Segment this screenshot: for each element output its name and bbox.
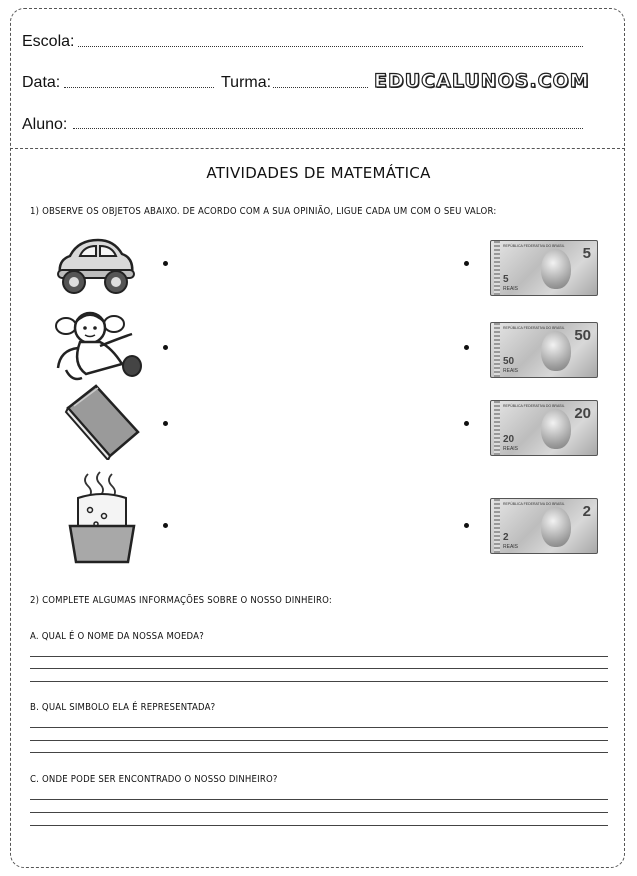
note-security-stripe	[494, 499, 500, 553]
student-field[interactable]	[73, 128, 583, 129]
answer-line-2c-2[interactable]	[30, 812, 608, 813]
brand-logo: EDUCALUNOS.COM	[374, 70, 590, 92]
note-security-stripe	[494, 241, 500, 295]
answer-line-2c-1[interactable]	[30, 799, 608, 800]
note-value-large: 2	[582, 503, 591, 520]
note-bank-text: REPÚBLICA FEDERATIVA DO BRASIL	[503, 326, 565, 330]
question-2-prompt: 2) COMPLETE ALGUMAS INFORMAÇÕES SOBRE O NOSSO DINHEIRO:	[30, 595, 332, 606]
banknote-2-reais	[490, 498, 598, 554]
question-2b: B. QUAL SIMBOLO ELA É REPRESENTADA?	[30, 702, 216, 713]
note-portrait	[541, 331, 571, 371]
note-portrait	[541, 409, 571, 449]
note-bank-text: REPÚBLICA FEDERATIVA DO BRASIL	[503, 502, 565, 506]
note-security-stripe	[494, 323, 500, 377]
note-unit: REAIS	[503, 544, 519, 550]
answer-line-2b-3[interactable]	[30, 752, 608, 753]
note-value-large: 20	[574, 405, 591, 422]
page-title: ATIVIDADES DE MATEMÁTICA	[206, 164, 431, 182]
school-label: Escola:	[22, 33, 75, 50]
doll-icon	[52, 308, 144, 386]
connect-dot-left-4[interactable]	[163, 523, 168, 528]
connect-dot-left-3[interactable]	[163, 421, 168, 426]
connect-dot-right-1[interactable]	[464, 261, 469, 266]
question-2a: A. QUAL É O NOME DA NOSSA MOEDA?	[30, 631, 204, 642]
banknote-5-reais	[490, 240, 598, 296]
date-label: Data:	[22, 74, 61, 91]
connect-dot-left-1[interactable]	[163, 261, 168, 266]
note-value-large: 5	[582, 245, 591, 262]
question-1-prompt: 1) OBSERVE OS OBJETOS ABAIXO. DE ACORDO COM A SUA OPINIÃO, LIGUE CADA UM COM O SEU VALOR:	[30, 206, 497, 217]
banknote-50-reais	[490, 322, 598, 378]
note-unit: REAIS	[503, 446, 519, 452]
answer-line-2c-3[interactable]	[30, 825, 608, 826]
note-bank-text: REPÚBLICA FEDERATIVA DO BRASIL	[503, 244, 565, 248]
note-security-stripe	[494, 401, 500, 455]
school-field[interactable]	[78, 46, 583, 47]
note-unit: REAIS	[503, 286, 519, 292]
note-unit: REAIS	[503, 368, 519, 374]
answer-line-2b-2[interactable]	[30, 740, 608, 741]
note-value-small: 2	[503, 532, 509, 543]
date-field[interactable]	[64, 87, 214, 88]
connect-dot-left-2[interactable]	[163, 345, 168, 350]
class-label: Turma:	[221, 74, 272, 91]
answer-line-2a-2[interactable]	[30, 668, 608, 669]
note-value-small: 5	[503, 274, 509, 285]
connect-dot-right-3[interactable]	[464, 421, 469, 426]
car-icon	[52, 234, 138, 298]
connect-dot-right-4[interactable]	[464, 523, 469, 528]
answer-line-2a-1[interactable]	[30, 656, 608, 657]
connect-dot-right-2[interactable]	[464, 345, 469, 350]
note-value-small: 20	[503, 434, 515, 445]
cake-icon	[66, 470, 146, 566]
note-value-large: 50	[574, 327, 591, 344]
note-value-small: 50	[503, 356, 515, 367]
note-portrait	[541, 249, 571, 289]
question-2c: C. ONDE PODE SER ENCONTRADO O NOSSO DINHEIRO?	[30, 774, 278, 785]
banknote-20-reais	[490, 400, 598, 456]
class-field[interactable]	[273, 87, 368, 88]
answer-line-2b-1[interactable]	[30, 727, 608, 728]
note-portrait	[541, 507, 571, 547]
header-divider	[10, 148, 625, 149]
note-bank-text: REPÚBLICA FEDERATIVA DO BRASIL	[503, 404, 565, 408]
student-label: Aluno:	[22, 116, 68, 133]
answer-line-2a-3[interactable]	[30, 681, 608, 682]
book-icon	[62, 384, 144, 460]
